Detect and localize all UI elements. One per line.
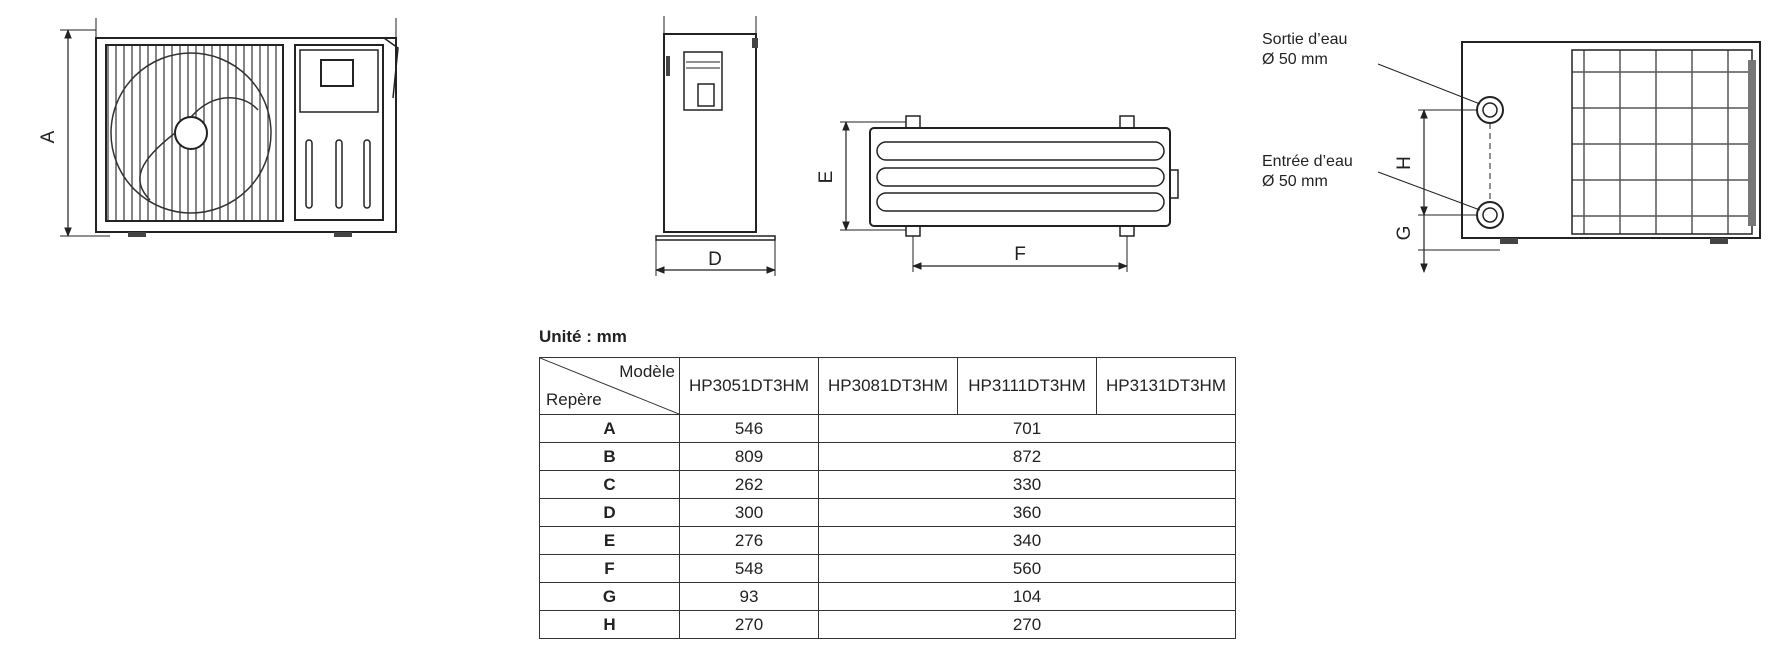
model-header-2: HP3081DT3HM xyxy=(819,358,958,415)
row-value-others: 872 xyxy=(819,443,1236,471)
dimension-label-h: H xyxy=(1394,156,1415,170)
row-value-others: 701 xyxy=(819,415,1236,443)
water-outlet-label: Sortie d’eau xyxy=(1262,31,1348,48)
row-key: E xyxy=(540,527,680,555)
table-row xyxy=(540,611,1236,639)
dimension-label-a: A xyxy=(38,130,59,144)
model-header-4: HP3131DT3HM xyxy=(1097,358,1236,415)
dimension-label-g: G xyxy=(1394,225,1415,241)
water-inlet-diameter: Ø 50 mm xyxy=(1262,173,1328,190)
rear-view xyxy=(1262,31,1760,272)
row-value-others: 340 xyxy=(819,527,1236,555)
row-key: D xyxy=(540,499,680,527)
table-row xyxy=(540,443,1236,471)
table-header-row xyxy=(540,358,1236,415)
row-value-others: 360 xyxy=(819,499,1236,527)
row-value-first: 548 xyxy=(680,555,819,583)
row-key: B xyxy=(540,443,680,471)
model-header-1: HP3051DT3HM xyxy=(680,358,819,415)
row-value-first: 809 xyxy=(680,443,819,471)
row-value-first: 262 xyxy=(680,471,819,499)
row-value-others: 560 xyxy=(819,555,1236,583)
table-row xyxy=(540,471,1236,499)
top-view xyxy=(816,116,1178,272)
table-row xyxy=(540,527,1236,555)
row-key: F xyxy=(540,555,680,583)
table-row xyxy=(540,583,1236,611)
row-key: G xyxy=(540,583,680,611)
row-value-first: 300 xyxy=(680,499,819,527)
dimensions-table xyxy=(539,357,1236,639)
row-key: H xyxy=(540,611,680,639)
row-value-others: 330 xyxy=(819,471,1236,499)
water-outlet-diameter: Ø 50 mm xyxy=(1262,51,1328,68)
unit-label: Unité : mm xyxy=(539,327,627,346)
technical-drawings xyxy=(0,0,1770,320)
table-row xyxy=(540,415,1236,443)
row-key: A xyxy=(540,415,680,443)
row-value-first: 270 xyxy=(680,611,819,639)
table-row xyxy=(540,555,1236,583)
dimension-label-f: F xyxy=(1014,244,1026,265)
water-inlet-label: Entrée d’eau xyxy=(1262,153,1353,170)
row-value-others: 104 xyxy=(819,583,1236,611)
row-value-others: 270 xyxy=(819,611,1236,639)
row-key: C xyxy=(540,471,680,499)
table-row xyxy=(540,499,1236,527)
front-view xyxy=(38,18,398,237)
model-header-3: HP3111DT3HM xyxy=(958,358,1097,415)
dimension-label-e: E xyxy=(816,170,837,184)
row-value-first: 276 xyxy=(680,527,819,555)
row-value-first: 93 xyxy=(680,583,819,611)
side-view xyxy=(656,16,775,276)
dimension-label-d: D xyxy=(708,249,722,270)
row-value-first: 546 xyxy=(680,415,819,443)
table-corner-header xyxy=(540,358,680,415)
header-repere: Repère xyxy=(546,390,602,409)
header-model: Modèle xyxy=(619,362,675,381)
